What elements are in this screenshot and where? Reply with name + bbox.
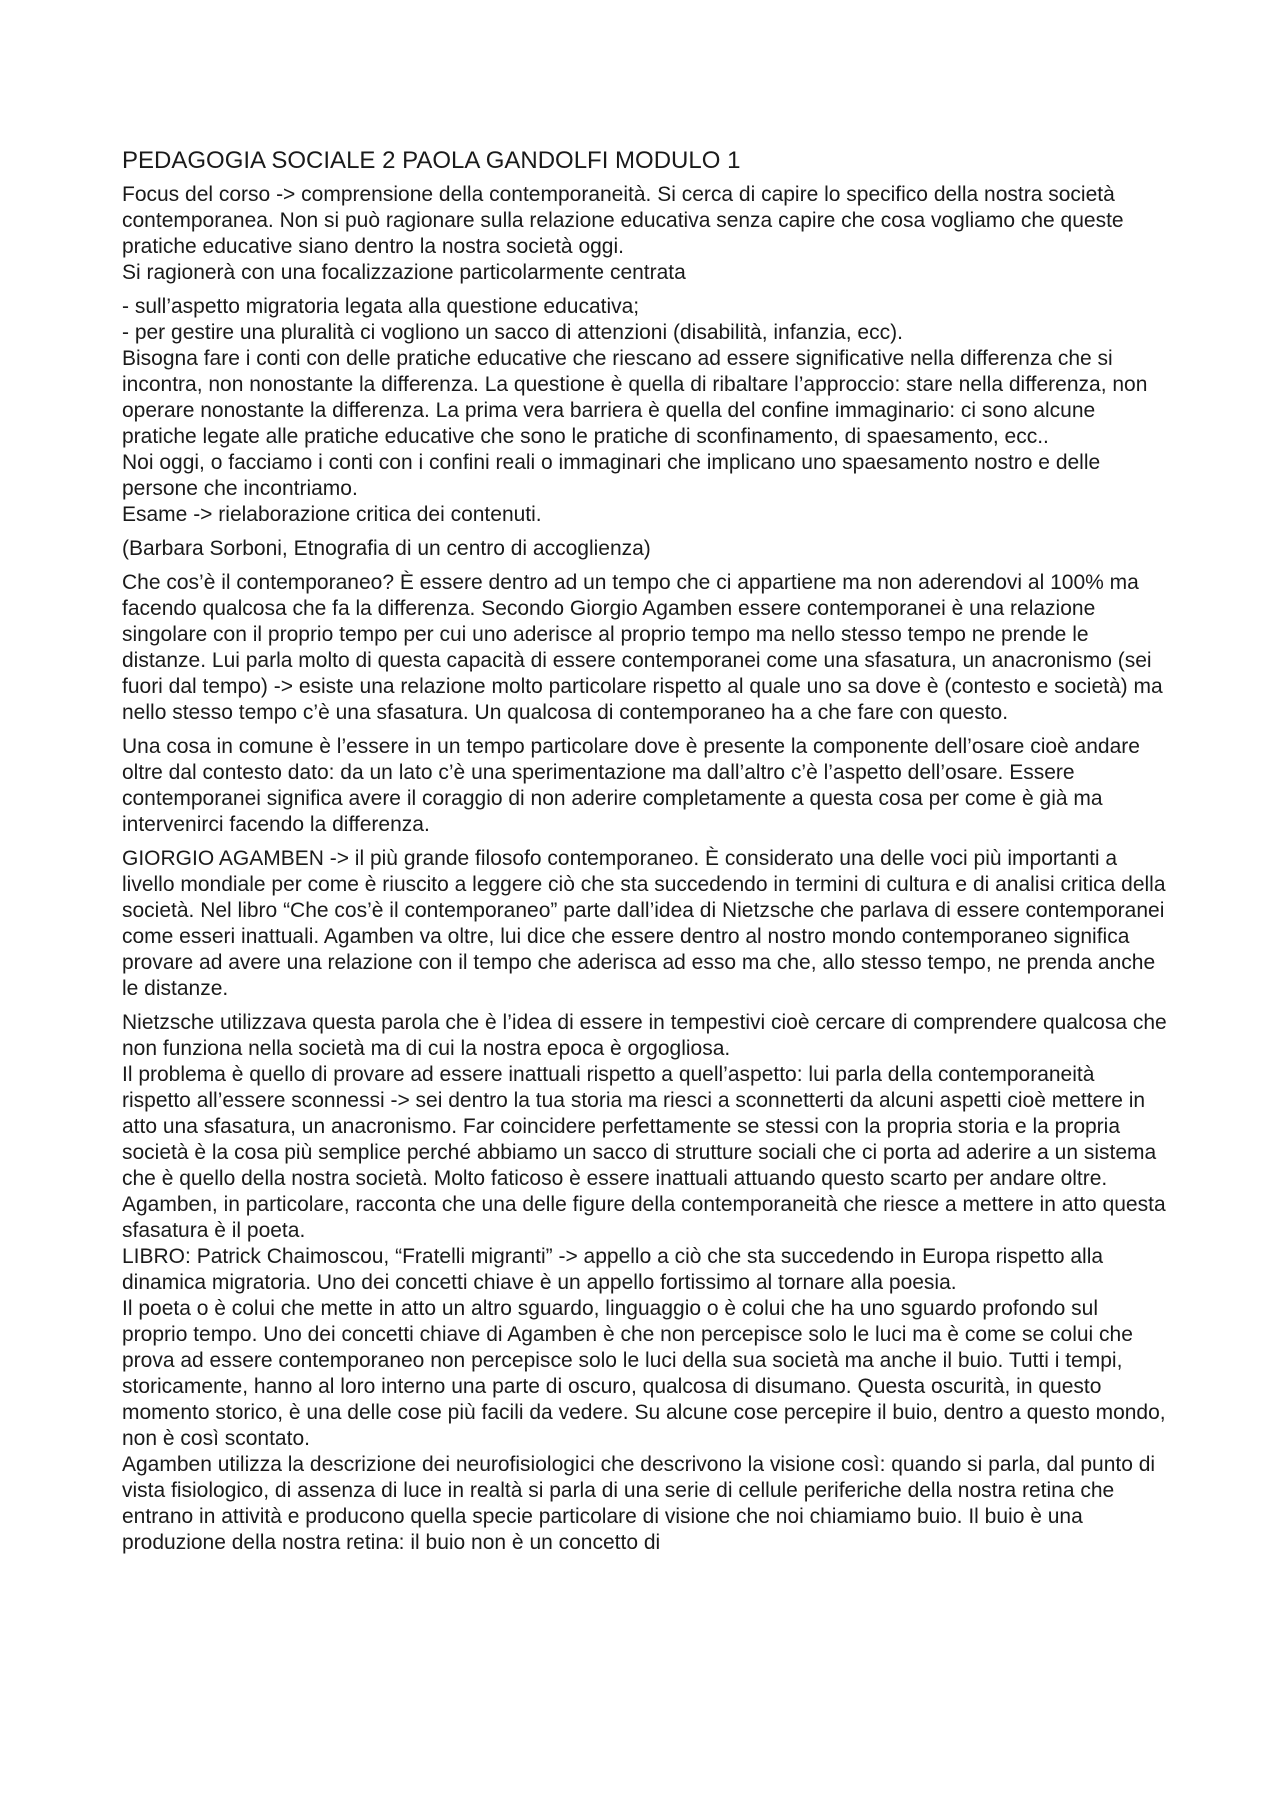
paragraph-agamben: GIORGIO AGAMBEN -> il più grande filosofo contemporaneo. È considerato una delle voci più importanti a livello mondiale per come è riuscito a leggere ciò che sta succedendo in termini di cultura e di analisi critica della società. Nel libro “Che cos’è il contemporaneo” parte dall’idea di Nietzsche che parlava di essere contemporanei come esseri inattuali. Agamben va oltre, lui dice che essere dentro al nostro mondo contemporaneo significa provare ad avere una relazione con il tempo che aderisca ad esso ma che, allo stesso tempo, ne prenda anche le distanze. — [122, 847, 1166, 1000]
paragraph-esame: Esame -> rielaborazione critica dei contenuti. — [122, 503, 542, 526]
spacer — [122, 726, 1167, 734]
spacer — [122, 1002, 1167, 1010]
bullet-list — [122, 294, 1167, 346]
paragraph-buio: Agamben utilizza la descrizione dei neurofisiologici che descrivono la visione così: quando si parla, dal punto di vista fisiologico, di assenza di luce in realtà si parla di una serie di cellule periferiche della nostra retina che entrano in attività e producono quella specie particolare di visione che noi chiamiamo buio. Il buio è una produzione della nostra retina: il buio non è un concetto di — [122, 1453, 1156, 1554]
spacer — [122, 528, 1167, 536]
document-body — [122, 146, 1167, 1556]
spacer — [122, 286, 1167, 294]
paragraph-differenza: Bisogna fare i conti con delle pratiche educative che riescano ad essere significative nella differenza che si incontra, non nonostante la differenza. La questione è quella di ribaltare l’approccio: stare nella differenza, non operare nonostante la differenza. La prima vera barriera è quella del confine immaginario: ci sono alcune pratiche legate alle pratiche educative che sono le pratiche di sconfinamento, di spaesamento, ecc.. — [122, 347, 1148, 448]
document-title: PEDAGOGIA SOCIALE 2 PAOLA GANDOLFI MODULO 1 — [122, 147, 741, 174]
paragraph-confini: Noi oggi, o facciamo i conti con i confini reali o immaginari che implicano uno spaesamento nostro e delle persone che incontriamo. — [122, 451, 1101, 500]
paragraph-nietzsche: Nietzsche utilizzava questa parola che è l’idea di essere in tempestivi cioè cercare di comprendere qualcosa che non funziona nella società ma di cui la nostra epoca è orgogliosa. — [122, 1011, 1167, 1060]
paragraph-libro: LIBRO: Patrick Chaimoscou, “Fratelli migranti” -> appello a ciò che sta succedendo in Europa rispetto alla dinamica migratoria. Uno dei concetti chiave è un appello fortissimo al tornare alla poesia. — [122, 1245, 1104, 1294]
bullet-item: - per gestire una pluralità ci vogliono un sacco di attenzioni (disabilità, infanzia, ecc). — [122, 321, 903, 344]
paragraph-inattuali: Il problema è quello di provare ad essere inattuali rispetto a quell’aspetto: lui parla della contemporaneità rispetto all’essere sconnessi -> sei dentro la tua storia ma riesci a sconnetterti da alcuni aspetti cioè mettere in atto una sfasatura, un anacronismo. Far coincidere perfettamente se stessi con la propria storia e la propria società è la cosa più semplice perché abbiamo un sacco di strutture sociali che ci porta ad aderire a un sistema che è quello della nostra società. Molto faticoso è essere inattuali attuando questo scarto per andare oltre. — [122, 1063, 1157, 1190]
paragraph-reference: (Barbara Sorboni, Etnografia di un centro di accoglienza) — [122, 537, 651, 560]
paragraph-contemporaneo: Che cos’è il contemporaneo? È essere dentro ad un tempo che ci appartiene ma non aderendovi al 100% ma facendo qualcosa che fa la differenza. Secondo Giorgio Agamben essere contemporanei è una relazione singolare con il proprio tempo per cui uno aderisce al proprio tempo ma nello stesso tempo ne prende le distanze. Lui parla molto di questa capacità di essere contemporanei come una sfasatura, un anacronismo (sei fuori dal tempo) -> esiste una relazione molto particolare rispetto al quale uno sa dove è (contesto e società) ma nello stesso tempo c’è una sfasatura. Un qualcosa di contemporaneo ha a che fare con questo. — [122, 571, 1163, 724]
paragraph-poeta: Agamben, in particolare, racconta che una delle figure della contemporaneità che riesce a mettere in atto questa sfasatura è il poeta. — [122, 1193, 1166, 1242]
paragraph-focus: Focus del corso -> comprensione della contemporaneità. Si cerca di capire lo specifico della nostra società contemporanea. Non si può ragionare sulla relazione educativa senza capire che cosa vogliamo che queste pratiche educative siano dentro la nostra società oggi. — [122, 183, 1124, 258]
paragraph-focalizzazione: Si ragionerà con una focalizzazione particolarmente centrata — [122, 261, 686, 284]
paragraph-osare: Una cosa in comune è l’essere in un tempo particolare dove è presente la componente dell’osare cioè andare oltre dal contesto dato: da un lato c’è una sperimentazione ma dall’altro c’è l’aspetto dell’osare. Essere contemporanei significa avere il coraggio di non aderire completamente a questa cosa per come è già ma intervenirci facendo la differenza. — [122, 735, 1140, 836]
spacer — [122, 562, 1167, 570]
paragraph-sguardo: Il poeta o è colui che mette in atto un altro sguardo, linguaggio o è colui che ha uno sguardo profondo sul proprio tempo. Uno dei concetti chiave di Agamben è che non percepisce solo le luci ma è come se colui che prova ad essere contemporaneo non percepisce solo le luci della sua società ma anche il buio. Tutti i tempi, storicamente, hanno al loro interno una parte di oscuro, qualcosa di disumano. Questa oscurità, in questo momento storico, è una delle cose più facili da vedere. Su alcune cose percepire il buio, dentro a questo mondo, non è così scontato. — [122, 1297, 1166, 1450]
bullet-item: - sull’aspetto migratoria legata alla questione educativa; — [122, 295, 640, 318]
spacer — [122, 838, 1167, 846]
